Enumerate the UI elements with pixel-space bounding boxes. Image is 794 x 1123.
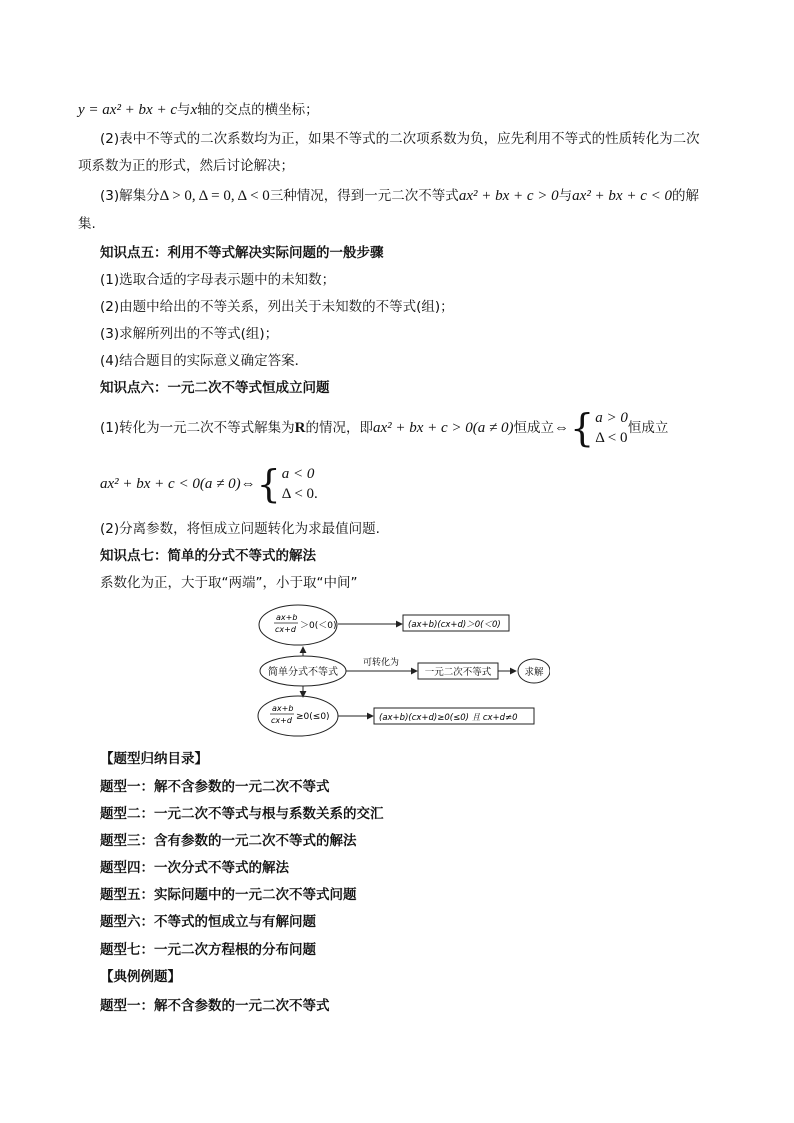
step-1: (1)选取合适的字母表示题中的未知数； [100, 272, 336, 288]
paragraph-3-line-2: 集. [78, 216, 96, 232]
quadratic-label: 一元二次不等式 [424, 667, 492, 678]
top-relation: ＞0(＜0) [300, 621, 337, 631]
catalog-title: 【题型归纳目录】 [100, 751, 208, 767]
type-item: 题型五：实际问题中的一元二次不等式问题 [100, 887, 357, 903]
step-3: (3)求解所列出的不等式(组)； [100, 326, 279, 342]
fraction-inequality-diagram [250, 600, 550, 740]
center-label: 简单分式不等式 [268, 667, 338, 678]
paragraph-3-line-1: (3)解集分Δ > 0, Δ = 0, Δ < 0三种情况，得到一元二次不等式ax² + bx + c > 0与ax² + bx + c < 0的解 [100, 188, 699, 204]
top-numerator: ax+b [276, 613, 298, 622]
type-item: 题型七：一元二次方程根的分布问题 [100, 942, 316, 958]
convert-label: 可转化为 [362, 658, 400, 668]
line-roots-intro: y = ax² + bx + c与x轴的交点的横坐标； [78, 102, 319, 118]
separate-parameter: (2)分离参数，将恒成立问题转化为求最值问题. [100, 521, 380, 537]
bottom-numerator: ax+b [272, 704, 294, 713]
type-item: 题型二：一元二次不等式与根与系数关系的交汇 [100, 806, 384, 822]
heading-knowledge-6: 知识点六：一元二次不等式恒成立问题 [100, 380, 330, 396]
type-item: 题型三：含有参数的一元二次不等式的解法 [100, 833, 357, 849]
fraction-rule: 系数化为正，大于取“两端”，小于取“中间” [100, 575, 358, 591]
type-1-heading: 题型一：解不含参数的一元二次不等式 [100, 998, 330, 1014]
quadratic-function: y = ax² + bx + c [78, 102, 177, 118]
bottom-product-text: (ax+b)(cx+d)≥0(≤0) 且 cx+d≠0 [379, 713, 518, 723]
bottom-relation: ≥0(≤0) [296, 712, 330, 722]
step-4: (4)结合题目的实际意义确定答案． [100, 353, 309, 369]
paragraph-2-line-2: 项系数为正的形式，然后讨论解决； [78, 158, 294, 174]
heading-knowledge-7: 知识点七：简单的分式不等式的解法 [100, 548, 316, 564]
paragraph-2-line-1: (2)表中不等式的二次系数均为正，如果不等式的二次项系数为负，应先利用不等式的性质转化为二次 [100, 131, 700, 147]
examples-title: 【典例例题】 [100, 969, 181, 985]
heading-knowledge-5: 知识点五：利用不等式解决实际问题的一般步骤 [100, 245, 384, 261]
type-item: 题型一：解不含参数的一元二次不等式 [100, 779, 330, 795]
type-item: 题型四：一次分式不等式的解法 [100, 860, 289, 876]
constant-true-condition-1: (1)转化为一元二次不等式解集为R的情况，即ax² + bx + c > 0(a ≠ 0)恒成立⇔{ a > 0 Δ < 0 恒成立 [100, 406, 669, 450]
step-2: (2)由题中给出的不等关系，列出关于未知数的不等式(组)； [100, 299, 454, 315]
type-item: 题型六：不等式的恒成立与有解问题 [100, 914, 316, 930]
solve-label: 求解 [524, 667, 544, 678]
constant-true-condition-2: ax² + bx + c < 0(a ≠ 0)⇔{ a < 0 Δ < 0. [100, 462, 318, 506]
bottom-denominator: cx+d [271, 716, 292, 725]
top-product-text: (ax+b)(cx+d)＞0(＜0) [408, 620, 501, 630]
top-denominator: cx+d [275, 625, 296, 634]
